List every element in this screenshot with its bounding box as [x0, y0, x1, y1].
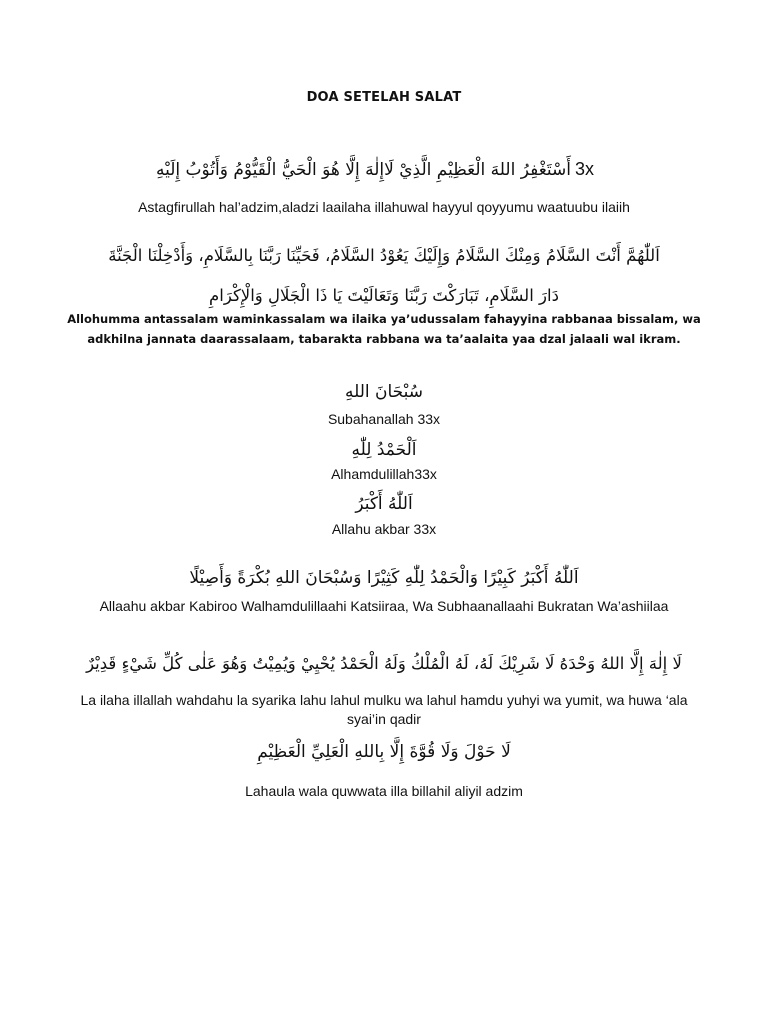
alhamdulillah-latin: Alhamdulillah33x [331, 466, 437, 482]
alhamdulillah-arabic: اَلْحَمْدُ لِلّٰهِ [351, 440, 417, 460]
istighfar-arabic-row [60, 158, 708, 182]
hauqalah-arabic: لَا حَوْلَ وَلَا قُوَّةَ إِلَّا بِاللهِ الْعَلِيِّ الْعَظِيْمِ [257, 742, 511, 762]
tahlil-arabic: لَا إِلٰهَ إِلَّا اللهُ وَحْدَهُ لَا شَرِيْكَ لَهُ، لَهُ الْمُلْكُ وَلَهُ الْحَمْدُ يُحْيِيْ وَيُمِيْتُ وَهُوَ عَلٰى كُلِّ شَيْءٍ قَدِيْرٌ [86, 654, 682, 673]
subhanallah-latin: Subahanallah 33x [327, 411, 441, 427]
document-title: DOA SETELAH SALAT [306, 90, 462, 105]
istighfar-count: 3x [575, 159, 595, 179]
allahu-akbar-arabic: اَللّٰهُ أَكْبَرُ [355, 494, 413, 514]
subhanallah-arabic: سُبْحَانَ اللهِ [344, 382, 424, 402]
takbir-kabiro-arabic: اَللّٰهُ أَكْبَرُ كَبِيْرًا وَالْحَمْدُ لِلّٰهِ كَثِيْرًا وَسُبْحَانَ اللهِ بُكْرَةً وَأَصِيْلًا [189, 568, 579, 588]
tahlil-latin: La ilaha illallah wahdahu la syarika lahu lahul mulku wa lahul hamdu yuhyi wa yumit, wa huwa ‘ala syai’in qadir [80, 692, 688, 727]
hauqalah-latin: Lahaula wala quwwata illa billahil aliyil adzim [245, 783, 523, 799]
allohumma-arabic-line2: دَارَ السَّلَامِ، تَبَارَكْتَ رَبَّنَا وَتَعَالَيْتَ يَا ذَا الْجَلَالِ وَالْإِكْرَامِ [209, 286, 559, 305]
allohumma-arabic-line1: اَللّٰهُمَّ أَنْتَ السَّلَامُ وَمِنْكَ السَّلَامُ وَإِلَيْكَ يَعُوْدُ السَّلَامُ، فَحَيِّنَا رَبَّنَا بِالسَّلَامِ، وَأَدْخِلْنَا الْجَنَّةَ [108, 246, 660, 265]
allohumma-latin: Allohumma antassalam waminkassalam wa ilaika ya’udussalam fahayyina rabbanaa bissalam, wa adkhilna jannata daarassalaam, tabarakta rabbana wa ta’aalaita yaa dzal jalaali wal ikram. [67, 312, 701, 346]
istighfar-latin: Astagfirullah hal’adzim,aladzi laailaha illahuwal hayyul qoyyumu waatuubu ilaiih [138, 199, 630, 215]
allahu-akbar-latin: Allahu akbar 33x [331, 521, 437, 537]
istighfar-arabic: أَسْتَغْفِرُ اللهَ الْعَظِيْمِ الَّذِيْ لَاإِلٰهَ إِلَّا هُوَ الْحَيُّ الْقَيُّوْمُ وَأَتُوْبُ إِلَيْهِ [155, 160, 572, 180]
takbir-kabiro-latin: Allaahu akbar Kabiroo Walhamdulillaahi Katsiiraa, Wa Subhaanallaahi Bukratan Wa’ashiilaa [99, 598, 669, 614]
